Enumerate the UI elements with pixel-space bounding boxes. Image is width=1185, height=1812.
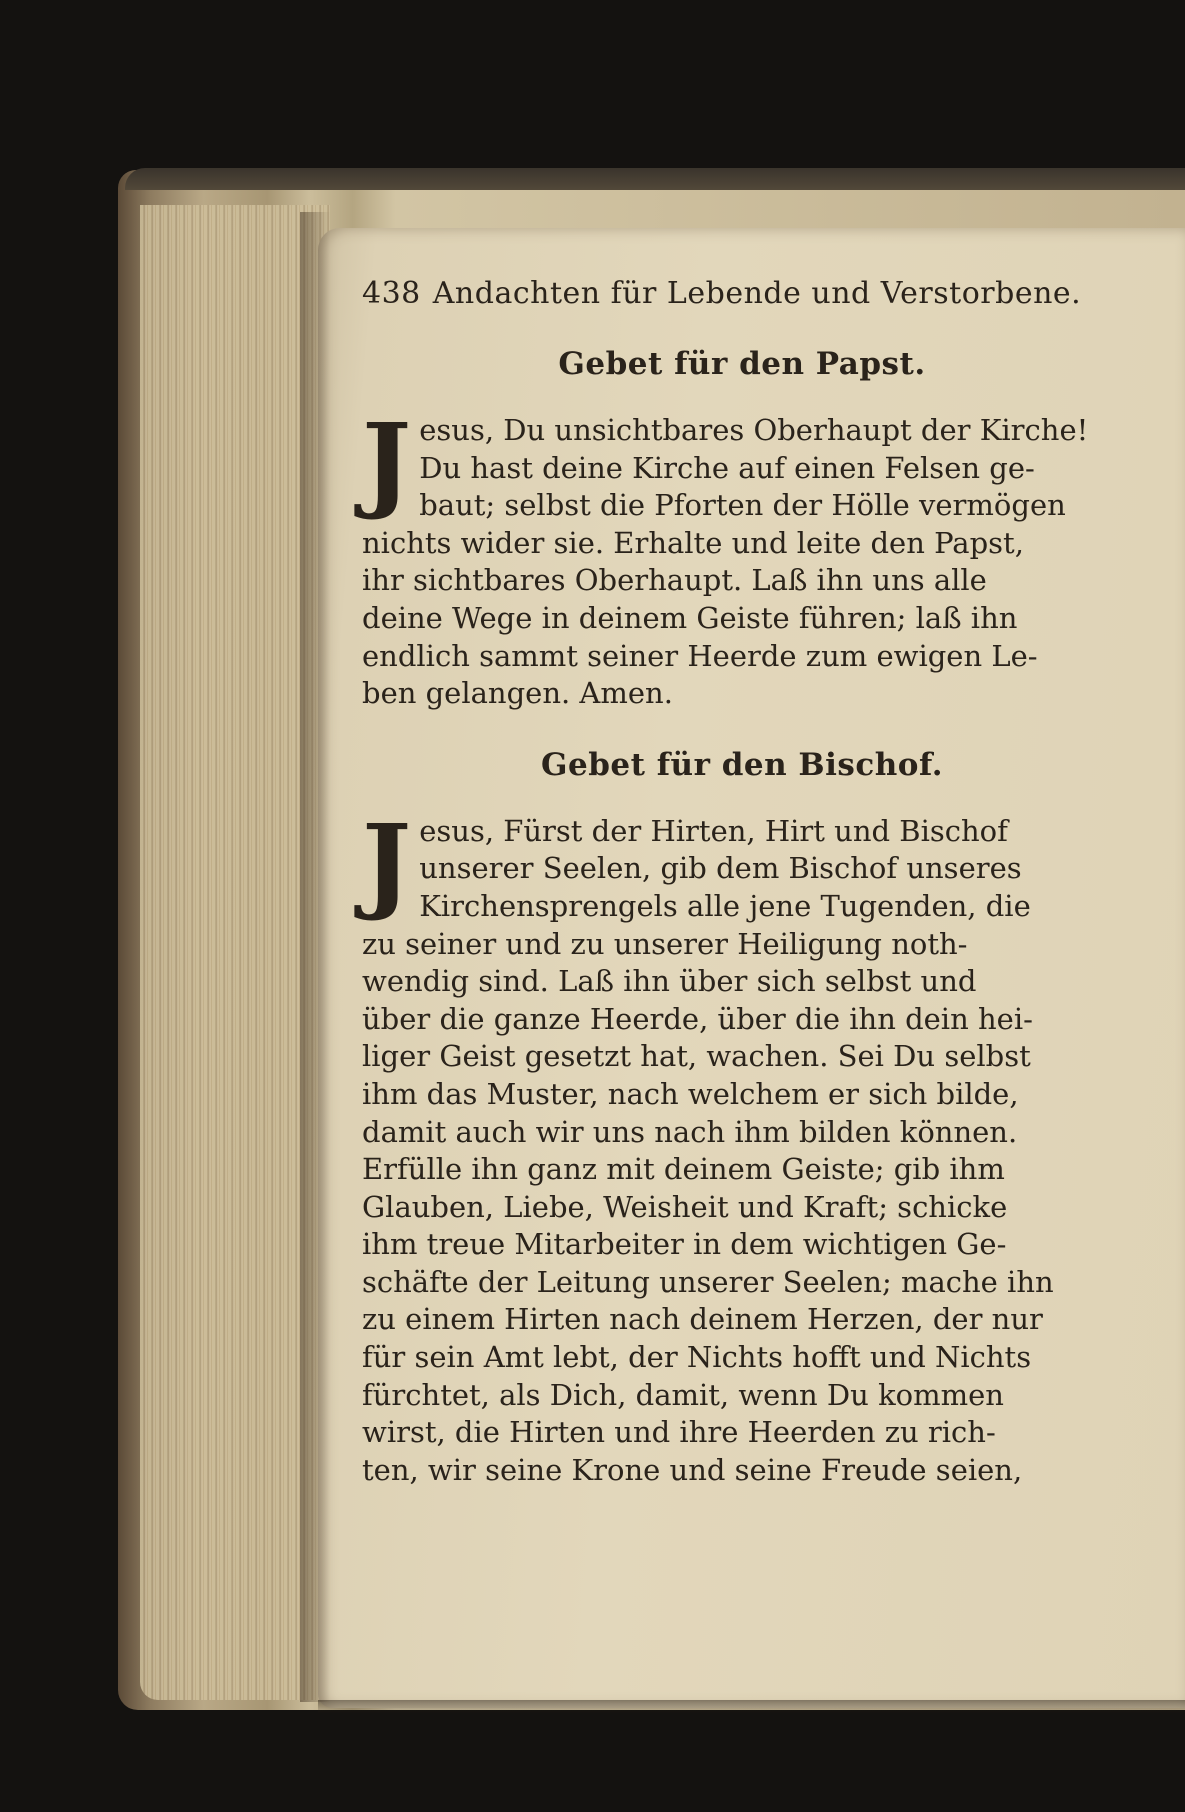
- text-line: ten, wir seine Krone und seine Freude seien,: [362, 1452, 1023, 1487]
- text-line: esus, Fürst der Hirten, Hirt und Bischof: [419, 813, 1008, 848]
- text-line: baut; selbst die Pforten der Hölle vermögen: [419, 488, 1066, 523]
- page-bottom-shadow: [318, 1700, 1185, 1714]
- section-title-papst: Gebet für den Papst.: [558, 346, 926, 382]
- text-line: zu einem Hirten nach deinem Herzen, der nur: [362, 1302, 1043, 1337]
- book-cover-top: [125, 168, 1185, 190]
- text-line: damit auch wir uns nach ihm bilden können.: [362, 1114, 1018, 1149]
- prayer-papst: [362, 400, 1122, 713]
- text-line: Glauben, Liebe, Weisheit und Kraft; schicke: [362, 1189, 1008, 1224]
- text-line: wirst, die Hirten und ihre Heerden zu rich-: [362, 1415, 996, 1450]
- text-line: schäfte der Leitung unserer Seelen; mache ihn: [362, 1264, 1054, 1299]
- text-line: zu seiner und zu unserer Heiligung noth-: [362, 926, 968, 961]
- page-text: [362, 274, 1122, 1489]
- text-line: nichts wider sie. Erhalte und leite den Papst,: [362, 525, 1024, 560]
- text-line: fürchtet, als Dich, damit, wenn Du kommen: [362, 1377, 1004, 1412]
- text-line: endlich sammt seiner Heerde zum ewigen Le-: [362, 638, 1038, 673]
- gutter-shadow: [300, 212, 330, 1702]
- text-line: über die ganze Heerde, über die ihn dein hei-: [362, 1001, 1033, 1036]
- text-line: ihm treue Mitarbeiter in dem wichtigen Ge-: [362, 1227, 1007, 1262]
- page-number: 438: [362, 276, 421, 311]
- text-line: für sein Amt lebt, der Nichts hofft und Nichts: [362, 1340, 1032, 1375]
- text-line: wendig sind. Laß ihn über sich selbst und: [362, 964, 977, 999]
- text-line: esus, Du unsichtbares Oberhaupt der Kirche!: [419, 413, 1089, 447]
- text-line: Erfülle ihn ganz mit deinem Geiste; gib ihm: [362, 1152, 1005, 1187]
- text-line: ihr sichtbares Oberhaupt. Laß ihn uns alle: [362, 563, 987, 598]
- text-line: liger Geist gesetzt hat, wachen. Sei Du selbst: [362, 1039, 1031, 1074]
- text-line: Kirchensprengels alle jene Tugenden, die: [419, 888, 1031, 923]
- text-line: ben gelangen. Amen.: [362, 676, 673, 711]
- running-head: [362, 274, 1122, 314]
- section-title-bischof: Gebet für den Bischof.: [541, 746, 943, 783]
- text-line: unserer Seelen, gib dem Bischof unseres: [419, 851, 1022, 886]
- dropcap-papst: J: [362, 400, 412, 523]
- text-line: Du hast deine Kirche auf einen Felsen ge-: [419, 450, 1035, 485]
- text-line: ihm das Muster, nach welchem er sich bilde,: [362, 1076, 1019, 1111]
- prayer-bischof: [362, 800, 1122, 1490]
- dropcap-bischof: J: [362, 800, 412, 924]
- running-head-title: Andachten für Lebende und Verstorbene.: [432, 276, 1082, 311]
- text-line: deine Wege in deinem Geiste führen; laß ihn: [362, 600, 1018, 635]
